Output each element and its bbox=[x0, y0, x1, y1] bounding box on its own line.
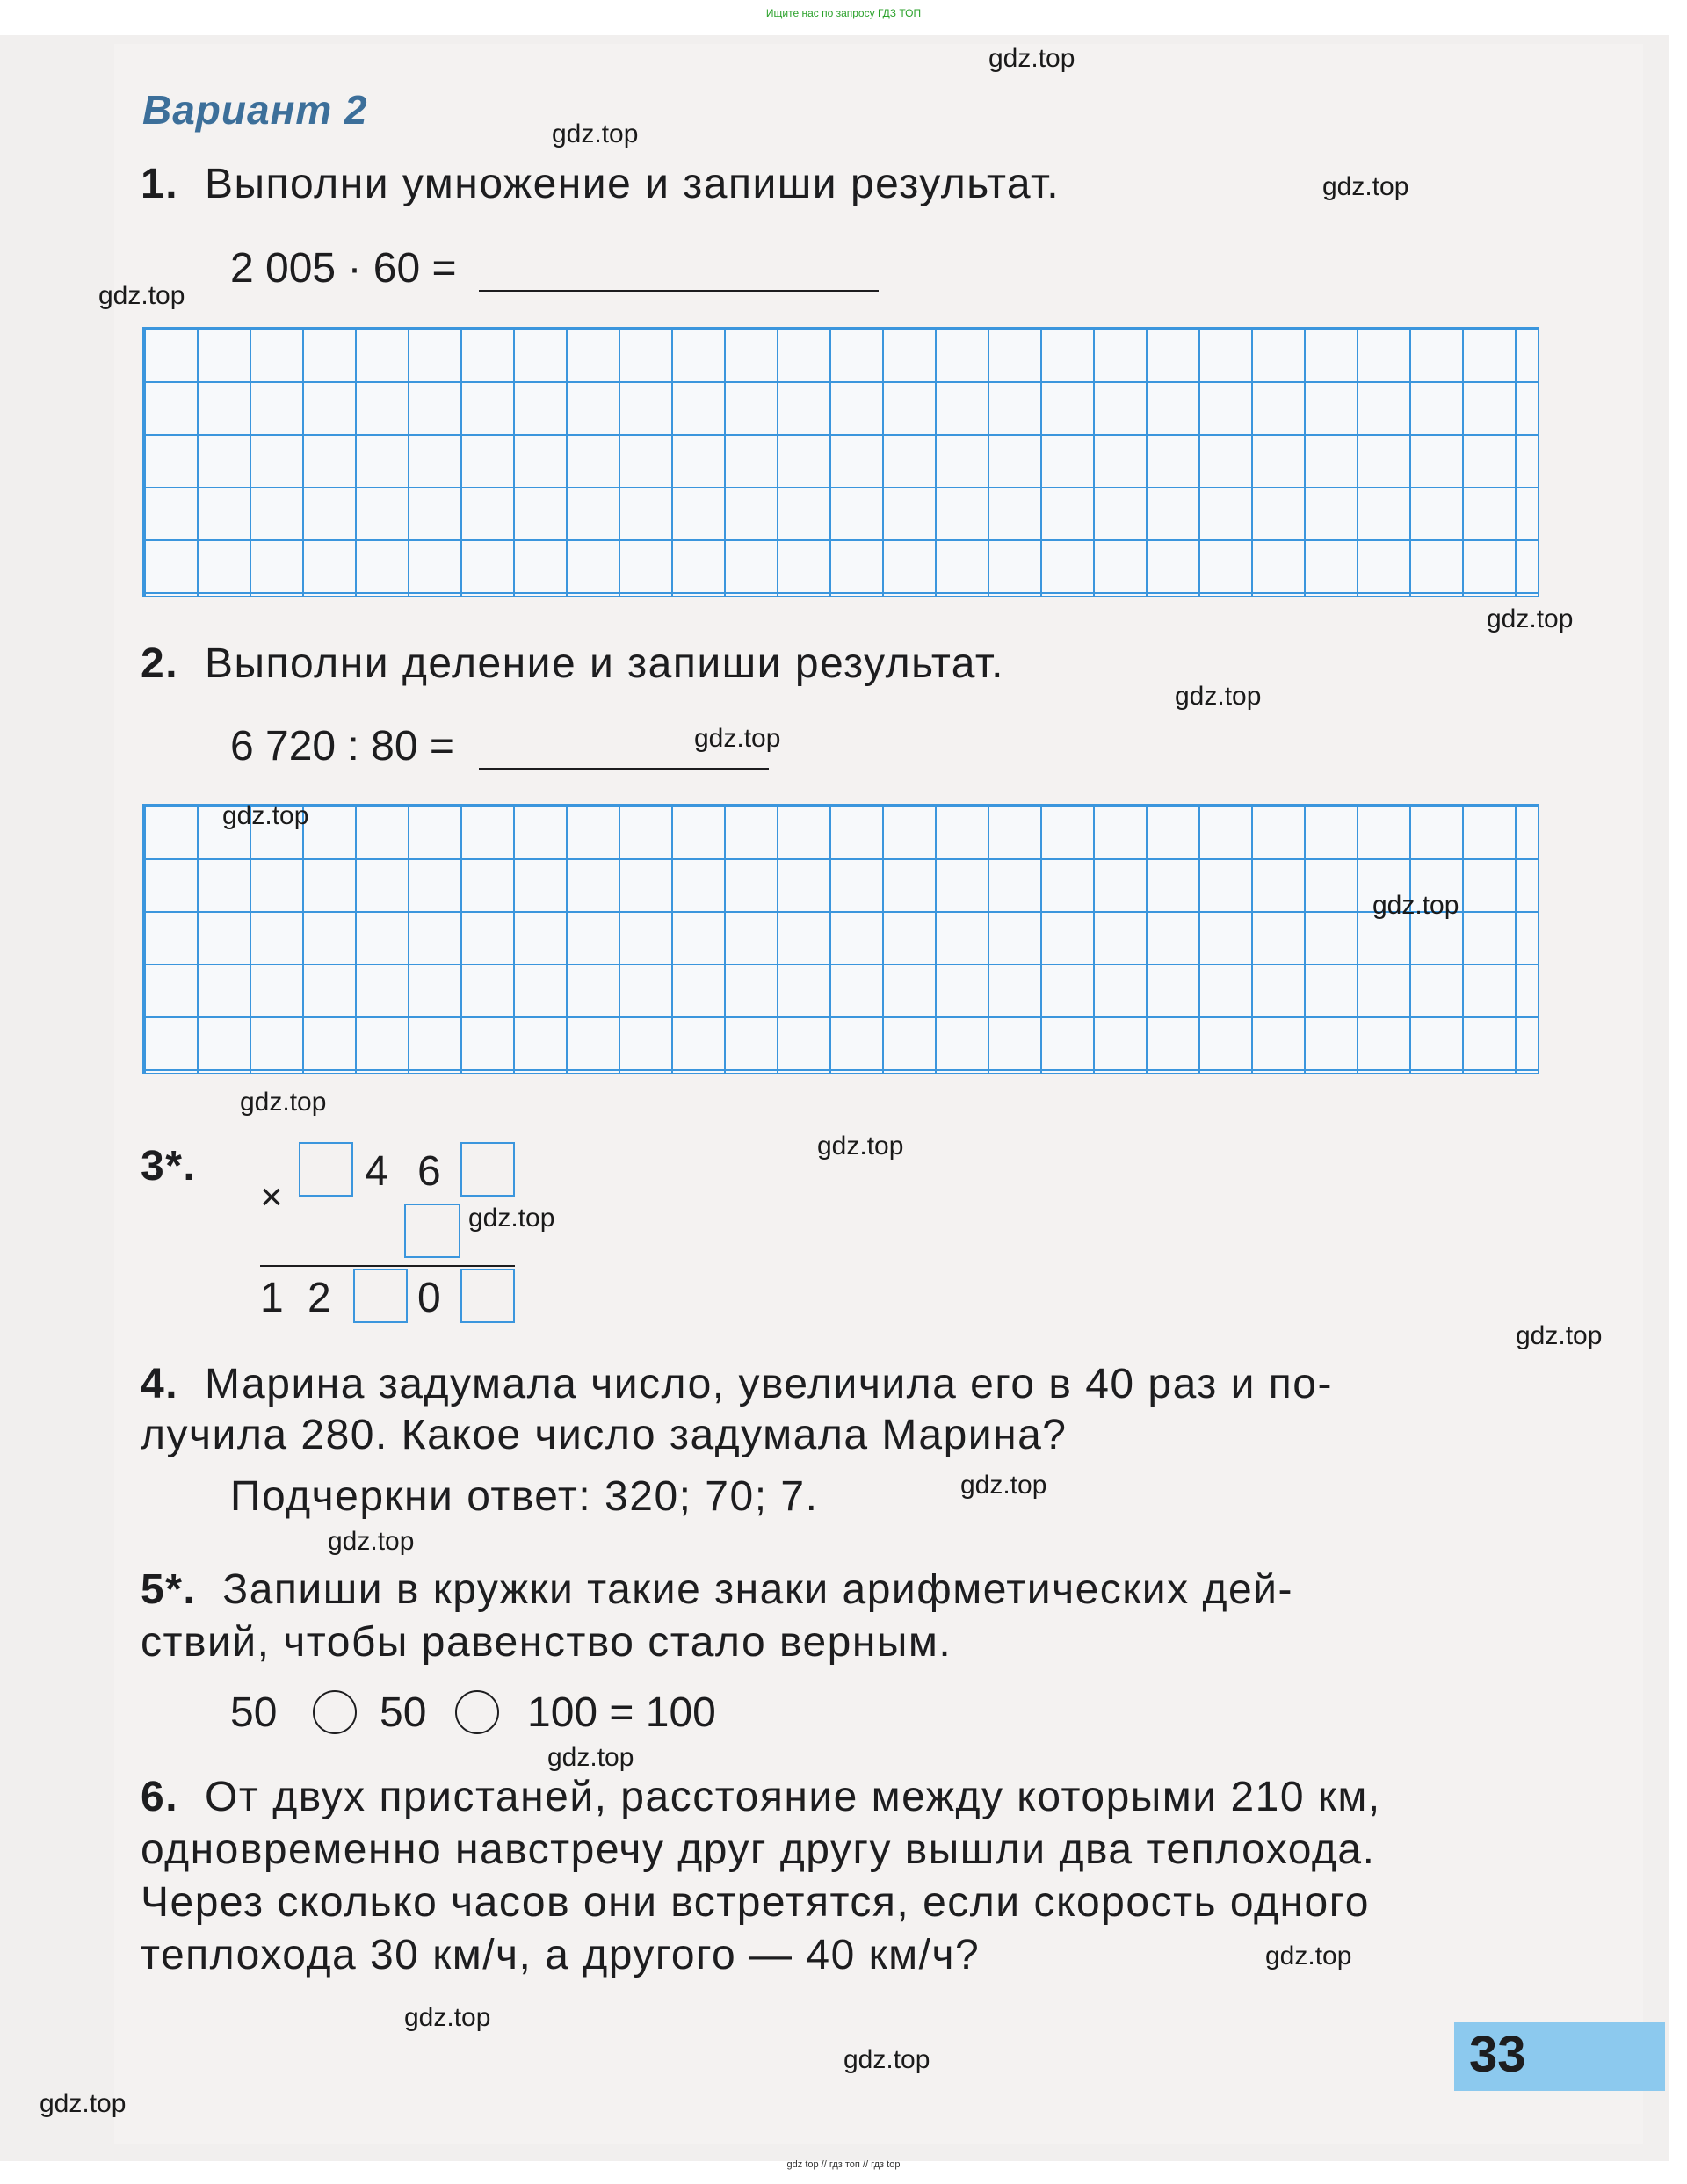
watermark: gdz.top bbox=[552, 119, 639, 148]
task-3-number: 3*. bbox=[141, 1143, 197, 1190]
watermark: gdz.top bbox=[222, 801, 309, 830]
operand-100-equation: 100 = 100 bbox=[527, 1689, 716, 1736]
watermark: gdz.top bbox=[240, 1088, 327, 1117]
watermark: gdz.top bbox=[98, 281, 185, 310]
multiply-sign: × bbox=[260, 1175, 283, 1219]
watermark: gdz.top bbox=[1487, 604, 1574, 633]
task-6-line-1: 6. От двух пристаней, расстояние между которыми 210 км, bbox=[141, 1774, 1381, 1820]
digit-box-top-1[interactable] bbox=[299, 1142, 353, 1197]
task-1-answer-line[interactable] bbox=[479, 290, 879, 292]
watermark: gdz.top bbox=[328, 1527, 415, 1556]
watermark: gdz.top bbox=[1372, 891, 1459, 920]
task-2-statement bbox=[141, 640, 1004, 688]
task-6-line-2: одновременно навстречу друг другу вышли два теплохода. bbox=[141, 1826, 1376, 1873]
watermark: gdz.top bbox=[404, 2003, 491, 2032]
operand-50-b: 50 bbox=[380, 1689, 427, 1736]
task-4-answer-options[interactable]: Подчеркни ответ: 320; 70; 7. bbox=[230, 1473, 819, 1520]
variant-title: Вариант 2 bbox=[142, 87, 368, 133]
result-digit-2: 2 bbox=[308, 1275, 331, 1321]
task-1-statement bbox=[141, 160, 1060, 208]
watermark: gdz.top bbox=[988, 44, 1075, 73]
task-5-line-2: ствий, чтобы равенство стало верным. bbox=[141, 1619, 952, 1666]
task-6-line-4: теплохода 30 км/ч, а другого — 40 км/ч? bbox=[141, 1932, 981, 1978]
task-5-line-1: 5*. Запиши в кружки такие знаки арифметических дей- bbox=[141, 1566, 1293, 1613]
watermark: gdz.top bbox=[1175, 682, 1262, 711]
digit-box-top-2[interactable] bbox=[460, 1142, 515, 1197]
watermark: gdz.top bbox=[547, 1743, 634, 1772]
task-2-text: Выполни деление и запиши результат. bbox=[205, 640, 1004, 687]
watermark: gdz.top bbox=[960, 1471, 1047, 1500]
watermark: gdz.top bbox=[1322, 172, 1409, 201]
digit-box-result[interactable] bbox=[353, 1269, 408, 1323]
top-note: Ищите нас по запросу ГДЗ ТОП bbox=[765, 7, 922, 19]
task-6-line-3: Через сколько часов они встретятся, если скорость одного bbox=[141, 1879, 1370, 1926]
digit-box-result-last[interactable] bbox=[460, 1269, 515, 1323]
watermark: gdz.top bbox=[844, 2045, 930, 2074]
watermark: gdz.top bbox=[1516, 1321, 1603, 1350]
task-6-number: 6. bbox=[141, 1774, 179, 1820]
task-5-number: 5*. bbox=[141, 1566, 197, 1613]
watermark: gdz.top bbox=[694, 724, 781, 753]
task-2-expression: 6 720 : 80 = bbox=[230, 723, 454, 770]
task-2-answer-line[interactable] bbox=[479, 768, 769, 770]
task-2-grid[interactable] bbox=[142, 804, 1539, 1074]
task-1-text: Выполни умножение и запиши результат. bbox=[205, 161, 1061, 207]
watermark: gdz.top bbox=[817, 1132, 904, 1161]
task-4-number: 4. bbox=[141, 1361, 179, 1407]
multiplication-line bbox=[260, 1265, 515, 1267]
task-1-grid[interactable] bbox=[142, 327, 1539, 597]
operand-50-a: 50 bbox=[230, 1689, 278, 1736]
operator-circle-1[interactable] bbox=[313, 1690, 357, 1734]
task-2-number: 2. bbox=[141, 640, 179, 687]
watermark: gdz.top bbox=[1265, 1942, 1352, 1971]
task-1-expression: 2 005 · 60 = bbox=[230, 245, 457, 292]
page-number: 33 bbox=[1469, 2026, 1526, 2083]
task-4-line-1: 4. Марина задумала число, увеличила его в 40 раз и по- bbox=[141, 1361, 1333, 1407]
task-1-number: 1. bbox=[141, 161, 179, 207]
operator-circle-2[interactable] bbox=[455, 1690, 499, 1734]
result-digit-0: 0 bbox=[417, 1275, 441, 1321]
task-4-line-2: лучила 280. Какое число задумала Марина? bbox=[141, 1412, 1068, 1458]
digit-box-multiplier[interactable] bbox=[404, 1204, 460, 1258]
result-digit-1: 1 bbox=[260, 1275, 284, 1321]
bottom-note: gdz top // гдз топ // гдз top bbox=[786, 2159, 901, 2170]
top-digit-6: 6 bbox=[417, 1148, 441, 1195]
top-digit-4: 4 bbox=[365, 1148, 388, 1195]
watermark: gdz.top bbox=[468, 1204, 555, 1233]
watermark: gdz.top bbox=[40, 2089, 127, 2118]
